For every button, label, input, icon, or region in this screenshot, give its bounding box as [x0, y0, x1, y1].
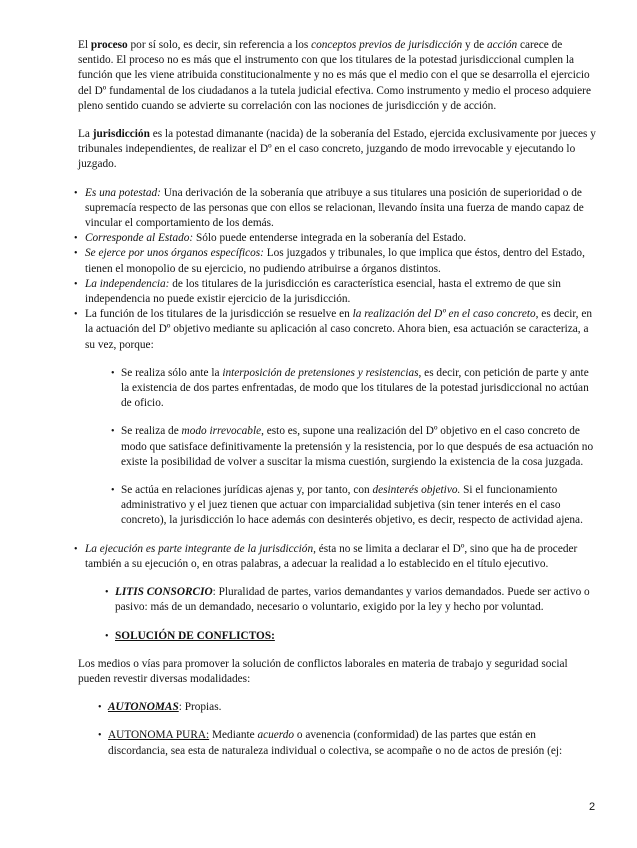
item-text: Se realiza de: [121, 425, 182, 438]
sublist-item: [121, 424, 597, 470]
item-text: o avenencia (conformidad) de las partes que están en discordancia, sea esta de naturaleza individual o colectiva, se acompañe o no de actos de presión (ej:: [108, 729, 563, 757]
list-item: [78, 186, 596, 232]
list-item: [78, 542, 596, 644]
paragraph-medios: Los medios o vías para promover la solución de conflictos laborales en materia de trabajo y seguridad social pueden revestir diversas modalidades:: [78, 657, 568, 685]
solucion-conflictos-item: [115, 629, 596, 644]
item-text: : Pluralidad de partes, varios demandantes y varios demandados. Puede ser activo o pasivo: más de un demandado, necesario o voluntario, exigido por la ley y hecho por voluntad.: [115, 586, 590, 614]
term-conceptos-previos: conceptos previos de jurisdicción: [311, 39, 463, 51]
item-emphasis: modo irrevocable: [181, 425, 262, 438]
text: es la potestad dimanante (nacida) de la soberanía del Estado, ejercida exclusivamente por jueces y tribunales independientes, de realizar el Dº en el caso concreto, juzgando de modo irrevocable y ejecutando lo juzgado.: [78, 128, 596, 171]
list-item: [78, 307, 596, 528]
list-item: [78, 246, 596, 276]
item-text: , es decir, con petición de parte y ante la existencia de dos partes enfrentadas, de modo que los titulares de la potestad jurisdiccional no actúan de oficio.: [121, 366, 589, 410]
item-text: de los titulares de la jurisdicción es característica esencial, hasta el extremo de que sin independencia no puede existir ejercicio de la jurisdicción.: [85, 277, 561, 306]
item-heading: La independencia:: [85, 277, 170, 290]
litis-consorcio-title: LITIS CONSORCIO: [115, 586, 213, 599]
autonomas-title: AUTONOMAS: [108, 701, 179, 714]
actuacion-sublist: [121, 366, 597, 529]
item-text: Sólo puede entenderse integrada en la soberanía del Estado.: [193, 232, 467, 245]
item-text: Una derivación de la soberanía que atribuye a sus titulares una posición de superioridad o de supremacía respecto de las personas que con ellos se relacionan, llevando ínsita una fuerza de mando capaz de vincular el comportamiento de los demás.: [85, 186, 584, 230]
list-item: [78, 277, 596, 307]
autonoma-pura-title: AUTONOMA PURA:: [108, 729, 210, 742]
text: carece de sentido. El proceso no es más que el instrumento con que los titulares de la potestad jurisdiccional cumplen la función que les viene atribuida constitucionalmente y no es más que el medio con el que se desarrolla el ejercicio del Dº fundamental de los ciudadanos a la tutela judicial efectiva. Como instrumento y medio el proceso adquiere pleno sentido cuando se advierte su correlación con las nociones de jurisdicción y de acción.: [78, 39, 591, 112]
sublist-item: [121, 483, 597, 529]
item-heading: Corresponde al Estado:: [85, 232, 194, 245]
text: y de: [462, 39, 488, 51]
item-emphasis: acuerdo: [257, 729, 295, 742]
item-text: , esto es, supone una realización del Dº objetivo en el caso concreto de modo que satisface definitivamente la pretensión y la resistencia, por lo que después de esa actuación no existe la posibilidad de volver a suscitar la misma cuestión, surgiendo la existencia de la cosa juzgada.: [121, 425, 594, 468]
page-number: 2: [589, 801, 596, 813]
item-emphasis: interposición de pretensiones y resistencias: [222, 366, 419, 379]
term-accion: acción: [487, 39, 518, 51]
item-text: Se realiza sólo ante la: [121, 366, 223, 379]
paragraph-jurisdiccion: [78, 127, 596, 173]
item-text: Los juzgados y tribunales, lo que implica que éstos, dentro del Estado, tienen el monopolio de su ejercicio, no pudiendo atribuirse a órganos distintos.: [85, 247, 585, 275]
term-jurisdiccion: jurisdicción: [92, 128, 150, 141]
text: por sí solo, es decir, sin referencia a los: [127, 39, 312, 51]
list-item: [78, 231, 596, 246]
item-text: La función de los titulares de la jurisdicción se resuelve en: [85, 308, 353, 321]
item-heading: La ejecución es parte integrante de la jurisdicción,: [85, 542, 316, 555]
item-text: , es decir, en la actuación del Dº objetivo mediante su aplicación al caso concreto. Ahora bien, esa actuación se caracteriza, a su vez, porque:: [85, 308, 592, 351]
item-emphasis: la realización del Dº en el caso concreto: [352, 308, 536, 321]
modalidades-list: [108, 700, 596, 759]
autonoma-pura-item: [108, 728, 596, 758]
sublist-item: [121, 366, 597, 412]
autonomas-item: [108, 700, 596, 715]
item-text: Se actúa en relaciones jurídicas ajenas y, por tanto, con: [121, 484, 373, 497]
term-proceso: proceso: [90, 39, 128, 51]
ejecucion-sublist: [115, 585, 596, 644]
item-text: Mediante: [209, 729, 258, 742]
item-text: ésta no se limita a declarar el Dº, sino que ha de proceder también a su ejecución o, en otras palabras, a adecuar la realidad a lo establecido en el título ejecutivo.: [85, 542, 578, 570]
item-emphasis: desinterés objetivo.: [372, 484, 461, 497]
paragraph-proceso: [78, 38, 596, 114]
solucion-conflictos-heading: SOLUCIÓN DE CONFLICTOS:: [115, 629, 275, 642]
item-text: : Propias.: [178, 701, 222, 714]
text: La: [78, 128, 93, 141]
item-text: Si el funcionamiento administrativo y el juez tienen que actuar con imparcialidad subjetiva (sin tener interés en el caso concreto), la jurisdicción lo hace además con desinterés objetivo, es decir, respecto de actividad ajena.: [121, 484, 583, 527]
litis-consorcio-item: [115, 585, 596, 615]
document-page: [78, 38, 596, 772]
item-heading: Se ejerce por unos órganos específicos:: [85, 247, 264, 260]
text: El: [78, 39, 91, 51]
item-heading: Es una potestad:: [85, 186, 161, 199]
jurisdiccion-characteristics-list: [78, 186, 596, 644]
